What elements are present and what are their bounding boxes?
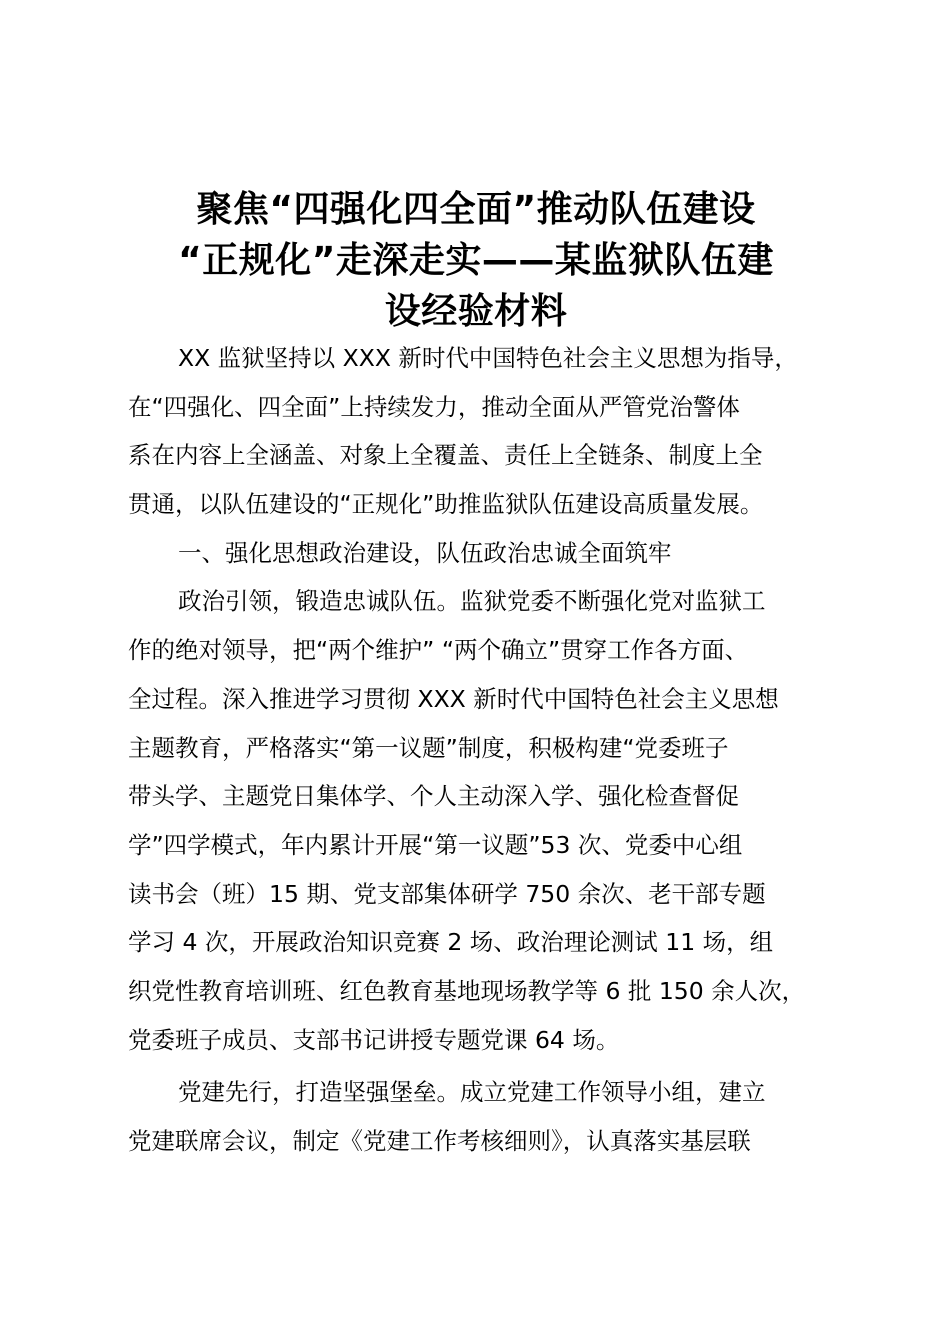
body-paragraph [128, 577, 858, 1064]
text-line: 党建联席会议，制定《党建工作考核细则》，认真落实基层联 [128, 1127, 751, 1155]
text-line: 读书会（班）15 期、党支部集体研学 750 余次、老干部专题 [128, 879, 766, 908]
text-line: XX 监狱坚持以 XXX 新时代中国特色社会主义思想为指导， [178, 344, 798, 372]
text-line: 织党性教育培训班、红色教育基地现场教学等 6 批 150 余人次， [128, 976, 806, 1005]
text-line: 学习 4 次，开展政治知识竞赛 2 场、政治理论测试 11 场，组 [128, 928, 774, 957]
text-line: 党建先行，打造坚强堡垒。成立党建工作领导小组，建立 [178, 1078, 766, 1107]
text-line: 党委班子成员、支部书记讲授专题党课 64 场。 [128, 1025, 620, 1054]
text-line: 主题教育，严格落实“第一议题”制度，积极构建“党委班子 [128, 733, 729, 762]
text-line: 一、强化思想政治建设，队伍政治忠诚全面筑牢 [178, 538, 672, 567]
title-line: “正规化”走深走实——某监狱队伍建 [178, 240, 774, 281]
intro-paragraph [128, 334, 858, 529]
text-line: 带头学、主题党日集体学、个人主动深入学、强化检查督促 [128, 782, 739, 811]
text-line: 政治引领，锻造忠诚队伍。监狱党委不断强化党对监狱工 [178, 587, 766, 616]
text-line: 作的绝对领导，把“两个维护” “两个确立”贯穿工作各方面、 [128, 636, 749, 665]
text-line: 全过程。深入推进学习贯彻 XXX 新时代中国特色社会主义思想 [128, 684, 779, 713]
text-line: 在“四强化、四全面”上持续发力，推动全面从严管党治警体 [128, 392, 740, 421]
text-line: 贯通，以队伍建设的“正规化”助推监狱队伍建设高质量发展。 [128, 490, 764, 519]
text-line: 学”四学模式，年内累计开展“第一议题”53 次、党委中心组 [128, 830, 743, 859]
text-line: 系在内容上全涵盖、对象上全覆盖、责任上全链条、制度上全 [128, 441, 763, 470]
body-paragraph [128, 1068, 858, 1165]
title-line: 聚焦“四强化四全面”推动队伍建设 [196, 189, 756, 230]
document-title [120, 184, 832, 337]
title-line: 设经验材料 [384, 291, 568, 332]
document-body [128, 334, 858, 1166]
section-heading [128, 529, 858, 578]
